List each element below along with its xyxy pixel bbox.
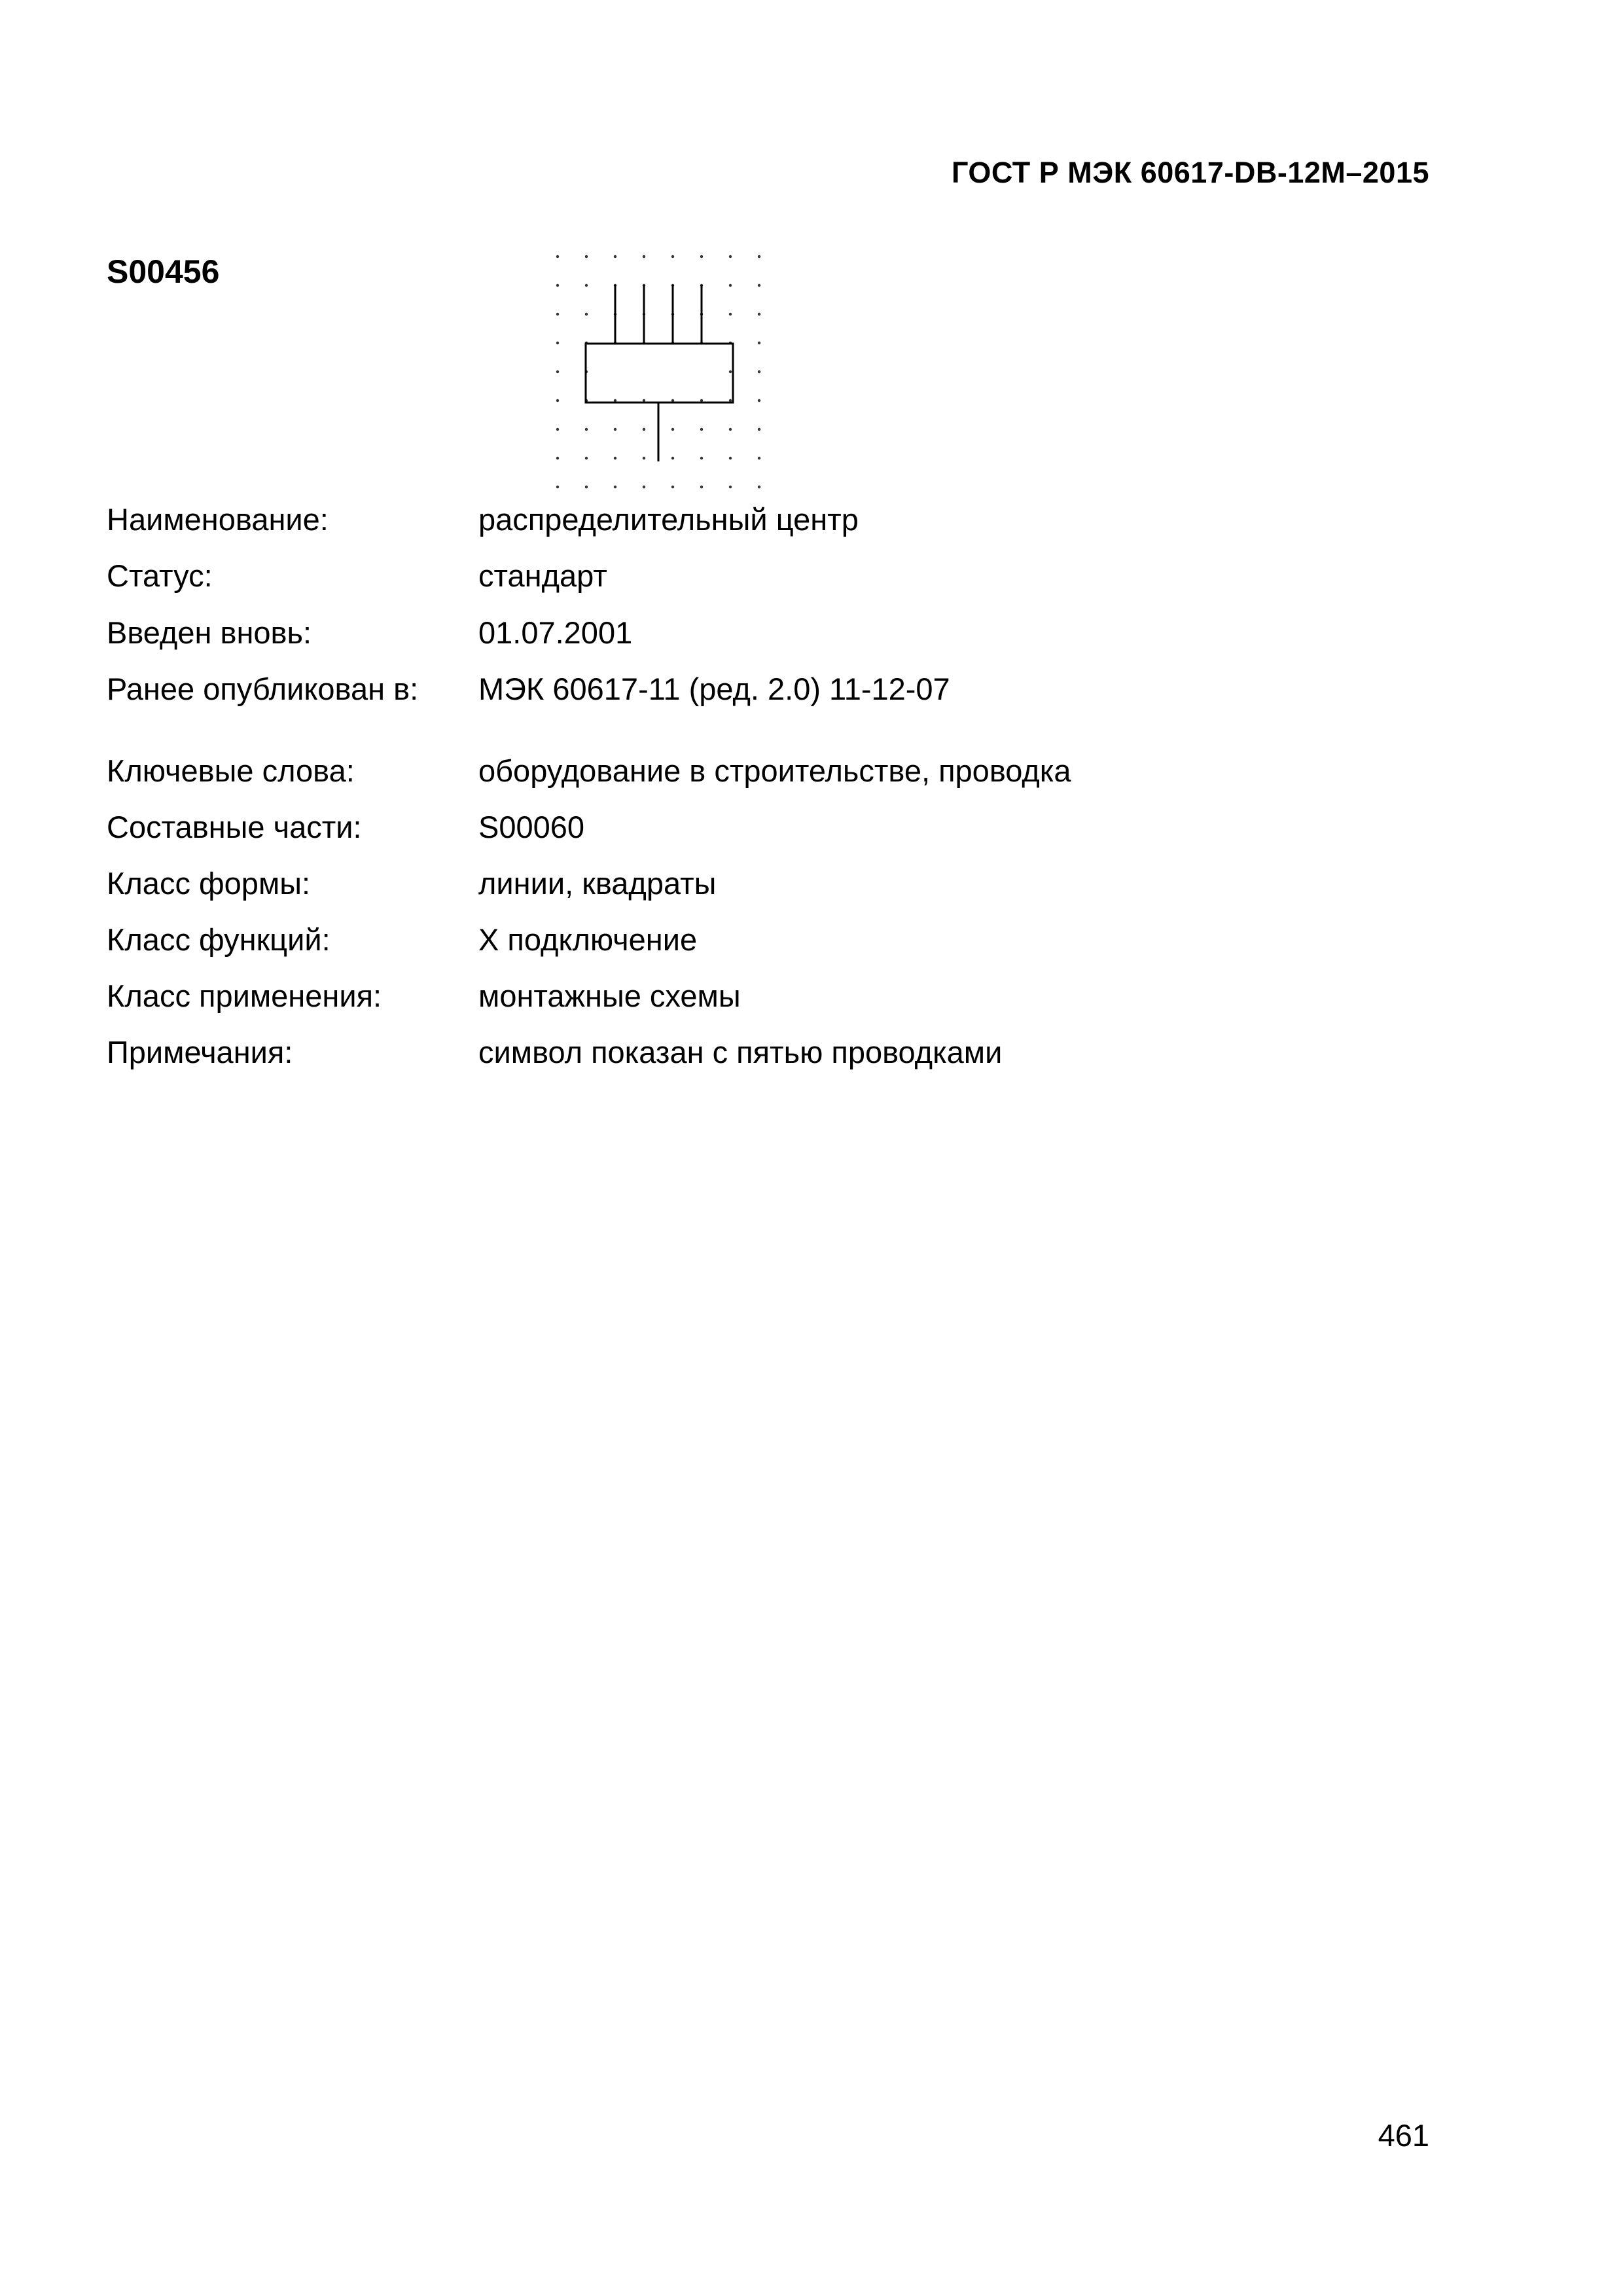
grid-dot: [556, 370, 559, 373]
property-label: Класс функций:: [107, 922, 330, 957]
grid-dot: [614, 457, 616, 459]
grid-dot: [729, 255, 732, 258]
grid-dot: [556, 399, 559, 402]
property-label: Класс формы:: [107, 866, 311, 901]
grid-dot: [556, 342, 559, 344]
symbol-drawing: [586, 285, 733, 461]
grid-dot: [614, 255, 616, 258]
grid-dot: [643, 255, 645, 258]
grid-dot: [585, 457, 588, 459]
grid-dot: [758, 486, 760, 488]
grid-dot: [700, 486, 703, 488]
grid-dot: [556, 457, 559, 459]
grid-dot: [729, 457, 732, 459]
grid-dot: [671, 457, 674, 459]
property-label: Статус:: [107, 558, 213, 593]
grid-dot: [643, 486, 645, 488]
grid-dot: [729, 428, 732, 431]
grid-dot: [585, 284, 588, 287]
grid-dot: [758, 428, 760, 431]
grid-dot: [758, 457, 760, 459]
property-value: распределительный центр: [478, 502, 859, 537]
property-label: Примечания:: [107, 1035, 293, 1069]
distribution-box: [586, 344, 733, 403]
property-value: X подключение: [478, 922, 698, 957]
property-value: S00060: [478, 810, 585, 844]
property-value: символ показан с пятью проводками: [478, 1035, 1003, 1069]
grid-dot: [614, 486, 616, 488]
grid-dot: [585, 486, 588, 488]
property-label: Ключевые слова:: [107, 753, 355, 788]
grid-dot: [700, 255, 703, 258]
property-value: оборудование в строительстве, проводка: [478, 753, 1071, 788]
grid-dot: [729, 486, 732, 488]
grid-dot: [758, 313, 760, 315]
grid-dot: [643, 428, 645, 431]
property-label: Класс применения:: [107, 978, 382, 1013]
grid-dot: [700, 428, 703, 431]
grid-dot: [643, 457, 645, 459]
distribution-center-symbol: [537, 242, 779, 497]
property-label: Ранее опубликован в:: [107, 672, 419, 706]
grid-dot: [729, 370, 732, 373]
grid-dot: [556, 313, 559, 315]
grid-dot: [758, 284, 760, 287]
grid-dot: [556, 428, 559, 431]
grid-dot: [671, 428, 674, 431]
property-label: Введен вновь:: [107, 615, 312, 650]
grid-dot: [585, 428, 588, 431]
grid-dot: [556, 284, 559, 287]
grid-dot: [758, 370, 760, 373]
grid-dot: [729, 284, 732, 287]
property-value: монтажные схемы: [478, 978, 741, 1013]
property-value: 01.07.2001: [478, 615, 633, 650]
property-value: МЭК 60617-11 (ред. 2.0) 11-12-07: [478, 672, 950, 706]
grid-dot: [585, 313, 588, 315]
grid-dot: [585, 255, 588, 258]
grid-dot: [758, 255, 760, 258]
property-value: линии, квадраты: [478, 866, 717, 901]
grid-dot: [758, 399, 760, 402]
document-header: ГОСТ Р МЭК 60617-DB-12M–2015: [951, 156, 1429, 189]
property-label: Наименование:: [107, 502, 329, 537]
grid-dot: [758, 342, 760, 344]
grid-dot: [556, 255, 559, 258]
grid-dot: [700, 457, 703, 459]
grid-dot: [671, 255, 674, 258]
symbol-code: S00456: [107, 253, 220, 290]
property-value: стандарт: [478, 558, 607, 593]
grid-dot: [729, 313, 732, 315]
grid-dot: [614, 428, 616, 431]
property-label: Составные части:: [107, 810, 362, 844]
grid-dot: [556, 486, 559, 488]
page-number: 461: [1378, 2118, 1429, 2153]
grid-dot: [671, 486, 674, 488]
